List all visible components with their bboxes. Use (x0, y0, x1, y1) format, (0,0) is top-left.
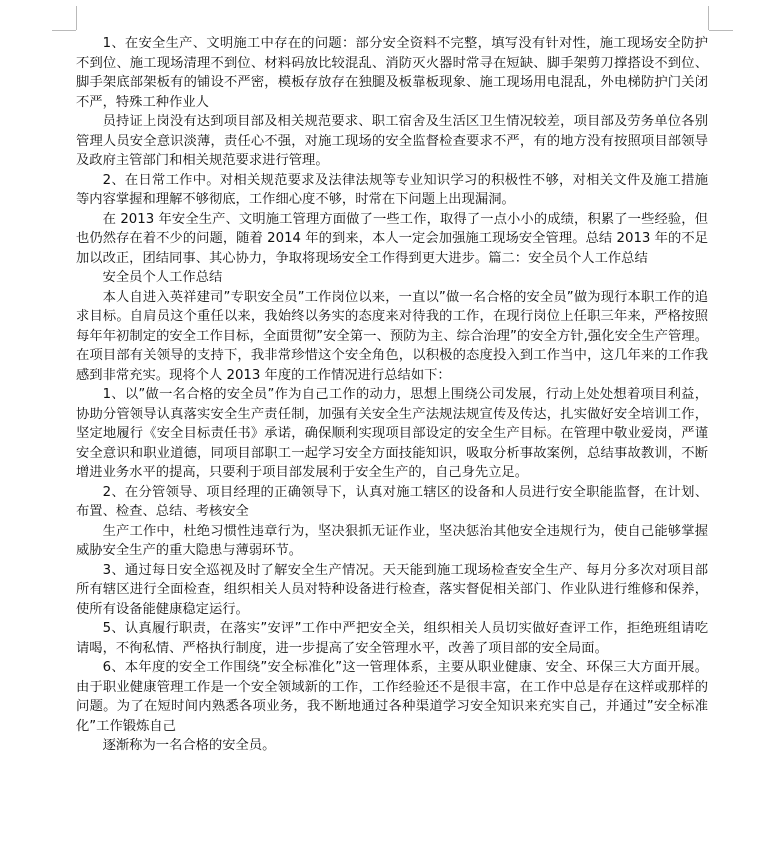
paragraph-item-1: 1、以”做一名合格的安全员”作为自己工作的动力，思想上围绕公司发展，行动上处处想着项目利益，协助分管领导认真落实安全生产责任制，加强有关安全生产法规法规宣传及传达，扎实做好安全培训工作，坚定地履行《安全目标责任书》承诺，确保顺利实现项目部设定的安全生产目标。在管理中敬业爱岗，严谨安全意识和职业道德，同项目部职工一起学习安全方面技能知识，吸取分析事故案例，总结事故教训，不断增进业务水平的提高，只要利于项目部发展利于安全生产的，自己身先立足。 (76, 387, 708, 480)
paragraph-2013-summary: 在 2013 年安全生产、文明施工管理方面做了一些工作，取得了一点小小的成绩，积累了一些经验，但也仍然存在着不少的问题，随着 2014 年的到来，本人一定会加强施工现场安全管理。总结 2013 年的不足加以改正，团结同事、其心协力，争取将现场安全工作得到更大进步。篇二：安全员个人工作总结 (76, 211, 708, 266)
crop-mark-top-left-vertical (76, 6, 77, 30)
paragraph-item-5: 5、认真履行职责，在落实”安评”工作中严把安全关，组织相关人员切实做好查评工作，拒绝班组请吃请喝，不徇私情、严格执行制度，进一步提高了安全管理水平，改善了项目部的安全局面。 (76, 621, 708, 656)
paragraph-intro: 本人自进入英祥建司”专职安全员”工作岗位以来，一直以”做一名合格的安全员”做为现行本职工作的追求目标。自肩员这个重任以来，我始终以务实的态度来对待我的工作，在现行岗位上任职三年来，严格按照每年年初制定的安全工作目标，全面贯彻”安全第一、预防为主、综合治理”的安全方针,强化安全生产管理。在项目部有关领导的支持下，我非常珍惜这个安全角色，以积极的态度投入到工作当中，这几年来的工作我感到非常充实。现将个人 2013 年度的工作情况进行总结如下： (76, 289, 708, 383)
paragraph-item-3: 3、通过每日安全巡视及时了解安全生产情况。天天能到施工现场检查安全生产、每月分多次对项目部所有辖区进行全面检查，组织相关人员对特种设备进行检查，落实督促相关部门、作业队进行维修和保养，使所有设备能健康稳定运行。 (76, 562, 708, 617)
paragraph-item-2: 2、在分管领导、项目经理的正确领导下，认真对施工辖区的设备和人员进行安全职能监督，在计划、布置、检查、总结、考核安全 (76, 484, 708, 519)
paragraph-issues-1: 1、在安全生产、文明施工中存在的问题：部分安全资料不完整，填写没有针对性，施工现场安全防护不到位、施工现场清理不到位、材料码放比较混乱、消防灭火器时常寻在短缺、脚手架剪刀撑搭设不到位、脚手架底部架板有的铺设不严密，模板存放存在独腿及板靠板现象、施工现场用电混乱，外电梯防护门关闭不严，特殊工种作业人 (76, 36, 708, 110)
paragraph-item-2-continued: 生产工作中，杜绝习惯性违章行为，坚决狠抓无证作业，坚决惩治其他安全违规行为，使自己能够掌握威胁安全生产的重大隐患与薄弱环节。 (76, 523, 708, 558)
paragraph-closing: 逐渐称为一名合格的安全员。 (102, 738, 276, 753)
section-heading: 安全员个人工作总结 (102, 270, 223, 285)
paragraph-item-6: 6、本年度的安全工作围绕”安全标准化”这一管理体系，主要从职业健康、安全、环保三大方面开展。由于职业健康管理工作是一个安全领域新的工作，工作经验还不是很丰富，在工作中总是存在这样或那样的问题。为了在短时间内熟悉各项业务，我不断地通过各种渠道学习安全知识来充实自己，并通过”安全标准化”工作锻炼自己 (76, 660, 708, 734)
paragraph-issues-1-continued: 员持证上岗没有达到项目部及相关规范要求、职工宿舍及生活区卫生情况较差，项目部及劳务单位各别管理人员安全意识淡薄，责任心不强，对施工现场的安全监督检查要求不严，有的地方没有按照项目部领导及政府主管部门和相关规范要求进行管理。 (76, 114, 708, 168)
paragraph-issues-2: 2、在日常工作中。对相关规范要求及法律法规等专业知识学习的积极性不够，对相关文件及施工措施等内容掌握和理解不够彻底，工作细心度不够，时常在下问题上出现漏洞。 (76, 172, 708, 207)
document-body (76, 34, 708, 756)
crop-mark-top-right-vertical (708, 6, 709, 30)
crop-mark-top-left-horizontal (52, 30, 76, 31)
crop-mark-top-right-horizontal (709, 30, 733, 31)
